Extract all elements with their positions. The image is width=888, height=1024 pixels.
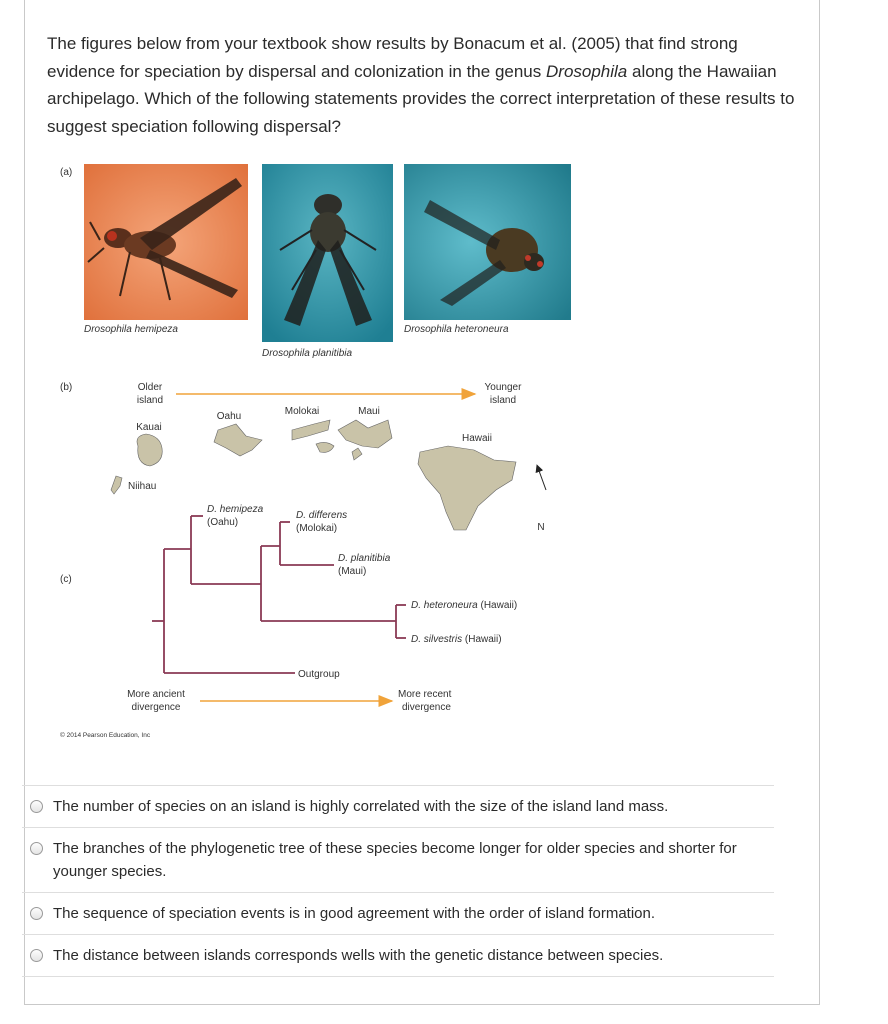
svg-text:More ancient: More ancient (127, 689, 185, 700)
answer-label: The number of species on an island is highly correlated with the size of the island land mass. (53, 798, 669, 815)
svg-text:island: island (489, 395, 517, 406)
answer-option[interactable] (22, 785, 774, 827)
phylogenetic-tree (152, 516, 406, 673)
svg-text:divergence: divergence (402, 702, 451, 713)
maui-label: Maui (358, 406, 380, 417)
photo-hemipeza (84, 164, 248, 320)
tree-label-planitibia (338, 553, 391, 577)
kauai-island (137, 434, 162, 466)
svg-text:(Oahu): (Oahu) (207, 517, 239, 528)
radio-button[interactable] (30, 842, 43, 855)
question-text-part: along the Hawaiian archipelago. Which of the following statements provides the correct interpretation of these results to suggest speciation following dispersal? (47, 61, 795, 136)
radio-button[interactable] (30, 800, 43, 813)
answer-label: The sequence of speciation events is in good agreement with the order of island formation. (53, 905, 656, 922)
panel-b-label: (b) (60, 382, 73, 393)
svg-text:D. differens: D. differens (296, 510, 348, 521)
tree-label-heteroneura: D. heteroneura (Hawaii) (411, 600, 518, 611)
caption-planitibia: Drosophila planitibia (262, 348, 353, 359)
svg-text:divergence: divergence (131, 702, 181, 713)
niihau-island (111, 476, 122, 494)
tree-label-differens (296, 510, 347, 534)
maui-island (338, 420, 392, 448)
niihau-label: Niihau (128, 481, 157, 492)
molokai-label: Molokai (284, 406, 320, 417)
svg-text:island: island (136, 395, 164, 406)
answer-label: The distance between islands corresponds wells with the genetic distance between species. (53, 947, 664, 964)
caption-hemipeza: Drosophila hemipeza (84, 324, 178, 335)
answer-option[interactable] (22, 827, 774, 892)
copyright-text: © 2014 Pearson Education, Inc (60, 732, 151, 739)
svg-text:More recent: More recent (398, 689, 452, 700)
radio-button[interactable] (30, 949, 43, 962)
svg-text:(Molokai): (Molokai) (296, 523, 338, 534)
recent-divergence-label (398, 689, 452, 713)
svg-text:Younger: Younger (484, 382, 522, 393)
radio-button[interactable] (30, 907, 43, 920)
panel-c-label: (c) (60, 574, 72, 585)
svg-text:Older: Older (137, 382, 163, 393)
svg-text:D. hemipeza: D. hemipeza (207, 504, 264, 515)
answer-option[interactable] (22, 934, 774, 977)
older-island-label (137, 382, 163, 406)
ancient-divergence-label (127, 689, 185, 713)
svg-text:(Maui): (Maui) (338, 566, 367, 577)
photo-heteroneura (404, 164, 571, 320)
kahoolawe-island (352, 448, 362, 460)
hawaii-label: Hawaii (461, 433, 493, 444)
answer-option[interactable] (22, 892, 774, 934)
oahu-island (214, 424, 262, 456)
answer-label: The branches of the phylogenetic tree of these species become longer for older species and shorter for younger species. (53, 840, 737, 880)
north-arrow-icon (538, 468, 546, 490)
oahu-label: Oahu (216, 411, 242, 422)
answer-options (22, 785, 774, 977)
north-label: N (537, 522, 545, 533)
panel-a-label: (a) (60, 167, 73, 178)
hawaii-island (418, 446, 516, 530)
question-text-part: The figures below from your textbook show results by Bonacum et al. (2005) that find strong evidence for speciation by dispersal and colonization in the genus (47, 34, 738, 81)
caption-heteroneura: Drosophila heteroneura (404, 324, 509, 335)
tree-label-hemipeza (207, 504, 264, 528)
lanai-island (316, 442, 334, 452)
photo-planitibia (262, 164, 393, 342)
tree-label-outgroup: Outgroup (298, 669, 340, 680)
question-genus: Drosophila (546, 61, 628, 81)
tree-label-silvestris: D. silvestris (Hawaii) (411, 634, 502, 645)
svg-text:D. planitibia: D. planitibia (338, 553, 391, 564)
molokai-island (292, 420, 330, 440)
kauai-label: Kauai (136, 422, 162, 433)
younger-island-label (485, 382, 523, 406)
